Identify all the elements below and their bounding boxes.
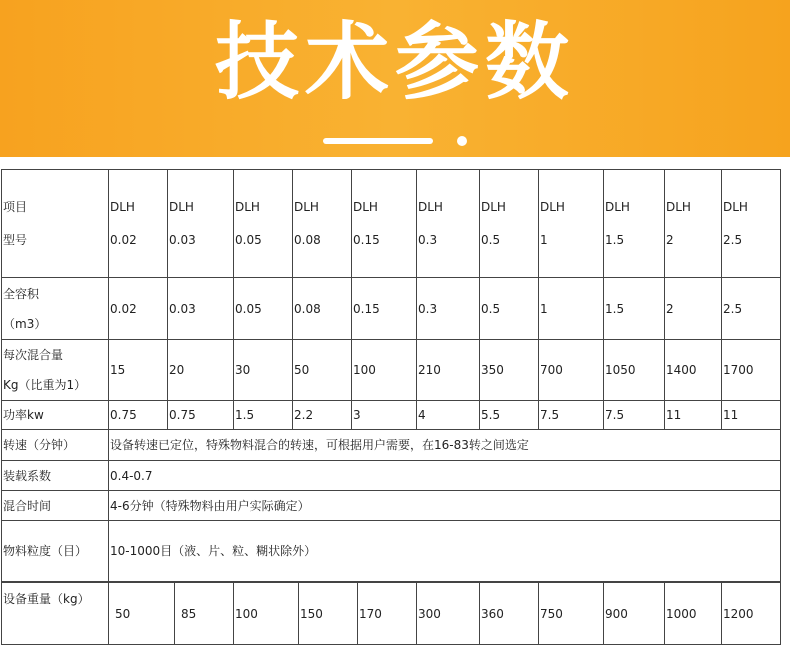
weight-cell: 900 (604, 583, 665, 645)
batch-cell: 350 (480, 340, 539, 401)
model-size: 2.5 (723, 232, 743, 247)
volume-cell: 2 (665, 278, 722, 340)
weight-label: 设备重量（kg） (3, 592, 90, 606)
volume-row (2, 278, 781, 340)
particle-label: 物料粒度（目） (2, 521, 109, 582)
power-cell: 4 (417, 401, 480, 430)
particle-row (2, 521, 781, 582)
header-label-line2: 型号 (3, 232, 28, 247)
batch-cell: 15 (109, 340, 168, 401)
header-label-cell (2, 170, 109, 278)
model-prefix: DLH (418, 199, 443, 214)
banner-dot (457, 136, 467, 146)
model-cell (480, 170, 539, 278)
model-prefix: DLH (605, 199, 630, 214)
batch-row (2, 340, 781, 401)
spec-table-main (1, 169, 781, 430)
batch-cell: 1400 (665, 340, 722, 401)
particle-value: 10-1000目（液、片、粒、糊状除外） (109, 521, 781, 582)
model-prefix: DLH (169, 199, 194, 214)
volume-cell: 0.15 (352, 278, 417, 340)
model-size: 1.5 (605, 232, 625, 247)
model-size: 0.05 (235, 232, 262, 247)
volume-cell: 0.5 (480, 278, 539, 340)
load-label: 装载系数 (2, 461, 109, 491)
model-prefix: DLH (110, 199, 135, 214)
power-cell: 7.5 (604, 401, 665, 430)
title-banner (0, 0, 790, 157)
model-prefix: DLH (235, 199, 260, 214)
power-cell: 3 (352, 401, 417, 430)
weight-cell: 360 (480, 583, 539, 645)
volume-cell: 0.08 (293, 278, 352, 340)
model-cell (417, 170, 480, 278)
load-row (2, 461, 781, 491)
model-cell (352, 170, 417, 278)
volume-label-line1: 全容积 (3, 286, 40, 301)
weight-cell: 50 (109, 583, 175, 645)
mix-time-value: 4-6分钟（特殊物料由用户实际确定） (109, 491, 781, 521)
model-cell (539, 170, 604, 278)
volume-label-line2: （m3） (3, 316, 47, 331)
model-size: 0.5 (481, 232, 501, 247)
speed-value: 设备转速已定位，特殊物料混合的转速，可根据用户需要，在16-83转之间选定 (109, 430, 781, 461)
volume-cell: 0.02 (109, 278, 168, 340)
model-prefix: DLH (294, 199, 319, 214)
model-cell (234, 170, 293, 278)
batch-cell: 1700 (722, 340, 781, 401)
model-cell (293, 170, 352, 278)
batch-cell: 700 (539, 340, 604, 401)
banner-title: 技术参数 (214, 13, 575, 111)
power-cell: 0.75 (109, 401, 168, 430)
model-prefix: DLH (540, 199, 565, 214)
model-size: 0.3 (418, 232, 438, 247)
spec-table-notes (1, 429, 781, 582)
speed-label: 转速（分钟） (2, 430, 109, 461)
mix-time-label: 混合时间 (2, 491, 109, 521)
volume-cell: 1.5 (604, 278, 665, 340)
volume-cell: 0.3 (417, 278, 480, 340)
power-row (2, 401, 781, 430)
model-cell (665, 170, 722, 278)
batch-label-cell (2, 340, 109, 401)
spec-table-weight (1, 582, 781, 645)
batch-cell: 210 (417, 340, 480, 401)
header-label-line1: 项目 (3, 199, 28, 214)
model-cell (168, 170, 234, 278)
model-size: 0.08 (294, 232, 321, 247)
model-size: 1 (540, 232, 548, 247)
speed-row (2, 430, 781, 461)
model-size: 0.03 (169, 232, 196, 247)
volume-label-cell (2, 278, 109, 340)
power-cell: 0.75 (168, 401, 234, 430)
spec-sheet (0, 157, 790, 652)
power-cell: 11 (722, 401, 781, 430)
power-cell: 5.5 (480, 401, 539, 430)
model-cell (722, 170, 781, 278)
banner-underline (323, 138, 433, 144)
power-cell: 7.5 (539, 401, 604, 430)
model-size: 2 (666, 232, 674, 247)
weight-row (2, 583, 781, 645)
batch-label-line2: Kg（比重为1） (3, 378, 87, 392)
power-cell: 1.5 (234, 401, 293, 430)
volume-cell: 0.03 (168, 278, 234, 340)
weight-cell: 170 (358, 583, 417, 645)
model-cell (109, 170, 168, 278)
mix-time-row (2, 491, 781, 521)
weight-cell: 750 (539, 583, 604, 645)
batch-cell: 50 (293, 340, 352, 401)
batch-cell: 100 (352, 340, 417, 401)
volume-cell: 0.05 (234, 278, 293, 340)
weight-label-cell (2, 583, 109, 645)
model-prefix: DLH (723, 199, 748, 214)
load-value: 0.4-0.7 (109, 461, 781, 491)
volume-cell: 1 (539, 278, 604, 340)
weight-cell: 100 (234, 583, 299, 645)
header-row (2, 170, 781, 278)
power-cell: 2.2 (293, 401, 352, 430)
model-prefix: DLH (666, 199, 691, 214)
model-size: 0.02 (110, 232, 137, 247)
model-prefix: DLH (481, 199, 506, 214)
power-label-cell: 功率kw (2, 401, 109, 430)
volume-cell: 2.5 (722, 278, 781, 340)
power-cell: 11 (665, 401, 722, 430)
model-cell (604, 170, 665, 278)
batch-cell: 20 (168, 340, 234, 401)
weight-cell: 1200 (722, 583, 781, 645)
weight-cell: 300 (417, 583, 480, 645)
weight-cell: 150 (299, 583, 358, 645)
weight-cell: 1000 (665, 583, 722, 645)
batch-cell: 1050 (604, 340, 665, 401)
weight-cell: 85 (175, 583, 234, 645)
batch-label-line1: 每次混合量 (3, 348, 64, 362)
model-prefix: DLH (353, 199, 378, 214)
batch-cell: 30 (234, 340, 293, 401)
model-size: 0.15 (353, 232, 380, 247)
